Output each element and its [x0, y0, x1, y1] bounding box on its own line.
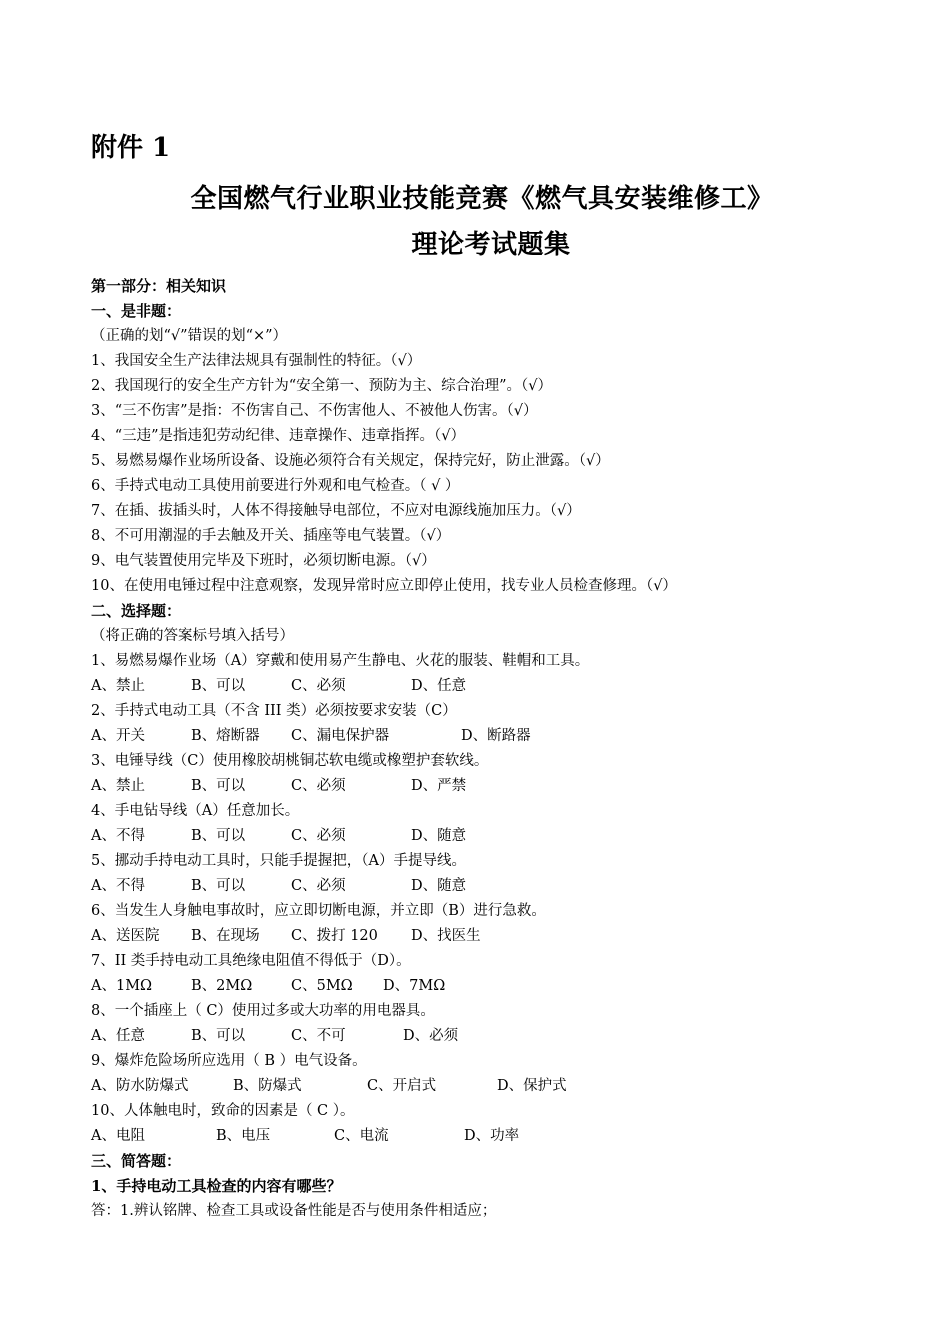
mc-option: B、电压	[216, 1128, 271, 1144]
mc-question-9: 9、爆炸危险场所应选用（ B ）电气设备。	[91, 1053, 367, 1069]
document-title-line1: 全国燃气行业职业技能竞赛《燃气具安装维修工》	[190, 184, 774, 214]
mc-question-5: 5、挪动手持电动工具时，只能手提握把，（A）手提导线。	[91, 853, 466, 869]
tf-item-2: 2、我国现行的安全生产方针为“安全第一、预防为主、综合治理”。（√）	[91, 378, 553, 394]
mc-option: A、电阻	[91, 1128, 145, 1144]
document-title-line2: 理论考试题集	[411, 230, 571, 260]
tf-item-9: 9、电气装置使用完毕及下班时，必须切断电源。（√）	[91, 553, 436, 569]
sa-answer-1: 答：1.辨认铭牌、检查工具或设备性能是否与使用条件相适应；	[91, 1203, 497, 1219]
mc-question-7: 7、II 类手持电动工具绝缘电阻值不得低于（D）。	[91, 953, 411, 969]
mc-question-6: 6、当发生人身触电事故时，应立即切断电源，并立即（B）进行急救。	[91, 903, 546, 919]
sa-question-1: 1、手持电动工具检查的内容有哪些？	[91, 1177, 342, 1195]
mc-option: A、任意	[91, 1028, 145, 1044]
mc-option: A、开关	[91, 728, 145, 744]
mc-option: A、禁止	[91, 678, 145, 694]
mc-option: A、防水防爆式	[91, 1078, 189, 1094]
mc-option: B、可以	[191, 778, 246, 794]
mc-option: B、在现场	[191, 928, 260, 944]
mc-question-4: 4、手电钻导线（A）任意加长。	[91, 803, 300, 819]
tf-item-10: 10、在使用电锤过程中注意观察，发现异常时应立即停止使用，找专业人员检查修理。（√）	[91, 578, 677, 594]
mc-options-7	[91, 974, 891, 999]
mc-options-2	[91, 724, 891, 749]
mc-heading: 二、选择题：	[91, 602, 182, 620]
mc-option: D、任意	[411, 678, 467, 694]
mc-option: B、防爆式	[233, 1078, 302, 1094]
tf-item-1: 1、我国安全生产法律法规具有强制性的特征。（√）	[91, 353, 422, 369]
mc-options-3	[91, 774, 891, 799]
mc-list	[91, 649, 891, 1149]
mc-option: C、必须	[291, 678, 346, 694]
mc-option: C、电流	[334, 1128, 389, 1144]
tf-list	[91, 349, 891, 599]
mc-option: C、开启式	[367, 1078, 437, 1094]
tf-item-6: 6、手持式电动工具使用前要进行外观和电气检查。（ √ ）	[91, 478, 460, 494]
mc-options-4	[91, 824, 891, 849]
mc-option: D、严禁	[411, 778, 467, 794]
tf-heading: 一、是非题：	[91, 302, 182, 320]
mc-option: C、不可	[291, 1028, 346, 1044]
tf-item-7: 7、在插、拔插头时，人体不得接触导电部位，不应对电源线施加压力。（√）	[91, 503, 581, 519]
mc-options-5	[91, 874, 891, 899]
mc-option: A、不得	[91, 878, 145, 894]
mc-option: A、1MΩ	[91, 978, 153, 994]
mc-option: D、随意	[411, 878, 467, 894]
mc-option: D、必须	[403, 1028, 459, 1044]
mc-option: D、找医生	[411, 928, 481, 944]
mc-option: D、断路器	[461, 728, 531, 744]
mc-option: D、随意	[411, 828, 467, 844]
mc-option: B、可以	[191, 678, 246, 694]
mc-question-3: 3、电锤导线（C）使用橡胶胡桃铜芯软电缆或橡塑护套软线。	[91, 753, 489, 769]
mc-question-10: 10、人体触电时，致命的因素是（ C ）。	[91, 1103, 355, 1119]
mc-options-10	[91, 1124, 891, 1149]
tf-item-3: 3、“三不伤害”是指：不伤害自己、不伤害他人、不被他人伤害。（√）	[91, 403, 538, 419]
document-page	[91, 128, 891, 1224]
mc-option: C、必须	[291, 778, 346, 794]
mc-question-1: 1、易燃易爆作业场（A）穿戴和使用易产生静电、火花的服装、鞋帽和工具。	[91, 653, 590, 669]
mc-option: B、2MΩ	[191, 978, 253, 994]
sa-heading: 三、简答题：	[91, 1152, 182, 1170]
tf-item-4: 4、“三违”是指违犯劳动纪律、违章操作、违章指挥。（√）	[91, 428, 466, 444]
mc-option: D、保护式	[497, 1078, 567, 1094]
mc-note: （将正确的答案标号填入括号）	[91, 628, 294, 644]
mc-option: A、送医院	[91, 928, 160, 944]
mc-option: D、功率	[464, 1128, 520, 1144]
attachment-label: 附件 1	[91, 133, 171, 163]
mc-option: A、不得	[91, 828, 145, 844]
mc-option: B、熔断器	[191, 728, 260, 744]
mc-options-8	[91, 1024, 891, 1049]
mc-options-1	[91, 674, 891, 699]
mc-option: D、7MΩ	[383, 978, 446, 994]
mc-options-9	[91, 1074, 891, 1099]
tf-item-8: 8、不可用潮湿的手去触及开关、插座等电气装置。（√）	[91, 528, 451, 544]
mc-option: B、可以	[191, 1028, 246, 1044]
mc-option: C、必须	[291, 828, 346, 844]
part1-heading: 第一部分：相关知识	[91, 277, 227, 295]
mc-option: B、可以	[191, 828, 246, 844]
mc-option: C、漏电保护器	[291, 728, 390, 744]
mc-option: C、必须	[291, 878, 346, 894]
mc-question-2: 2、手持式电动工具（不含 III 类）必须按要求安装（C）	[91, 703, 457, 719]
mc-option: A、禁止	[91, 778, 145, 794]
mc-option: C、5MΩ	[291, 978, 353, 994]
mc-options-6	[91, 924, 891, 949]
mc-option: C、拨打 120	[291, 928, 378, 944]
tf-item-5: 5、易燃易爆作业场所设备、设施必须符合有关规定，保持完好，防止泄露。（√）	[91, 453, 610, 469]
mc-question-8: 8、一个插座上（ C）使用过多或大功率的用电器具。	[91, 1003, 435, 1019]
mc-option: B、可以	[191, 878, 246, 894]
tf-note: （正确的划“√”错误的划“×”）	[91, 328, 288, 344]
